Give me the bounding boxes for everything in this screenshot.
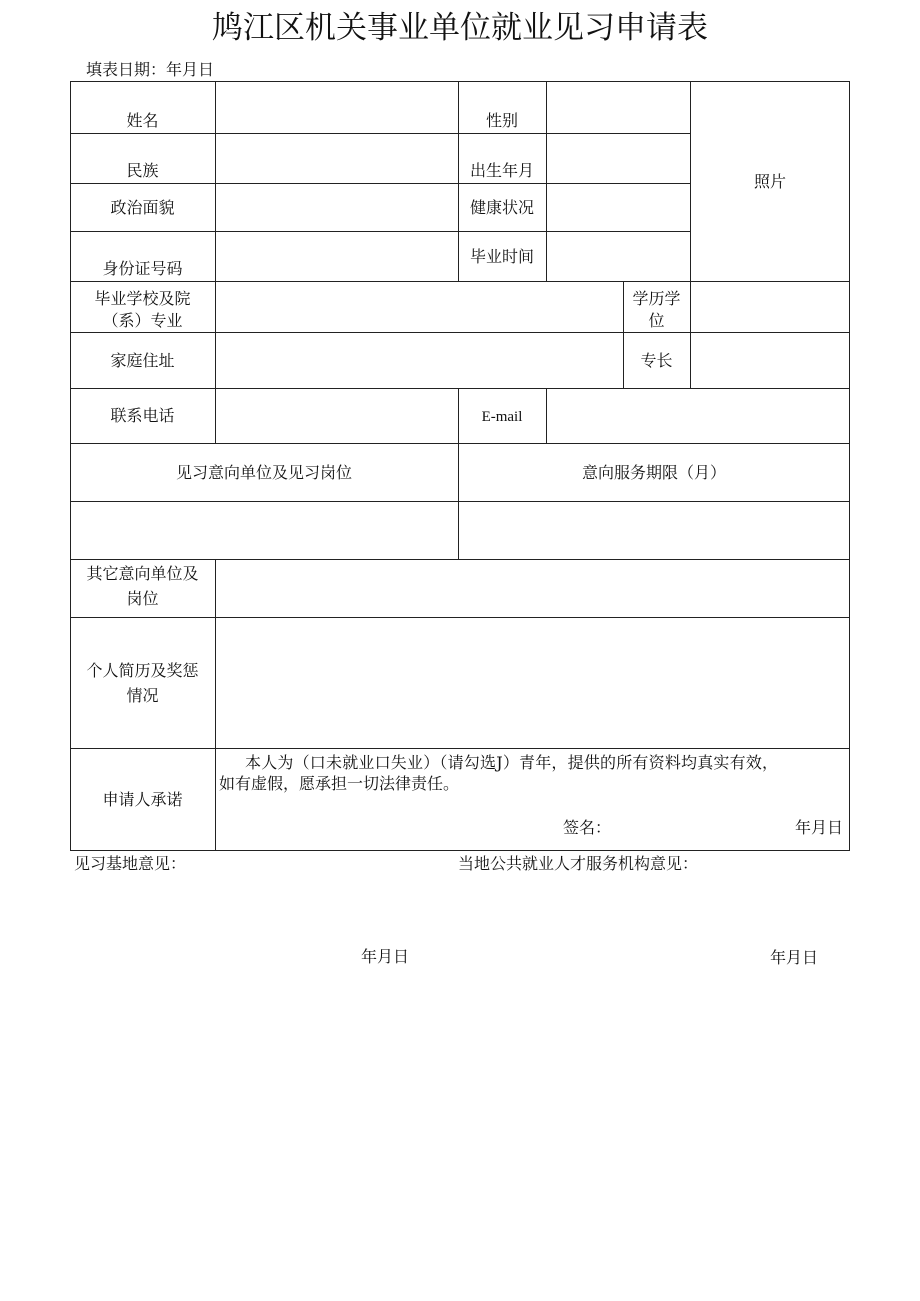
grad-time-field[interactable] — [547, 232, 690, 281]
pledge-text-line2: 如有虚假，愿承担一切法律责任。 — [219, 774, 460, 793]
agency-opinion-field[interactable] — [458, 878, 848, 943]
base-date: 年月日 — [361, 947, 410, 966]
label-health: 健康状况 — [469, 198, 534, 217]
label-id-number: 身份证号码 — [102, 259, 183, 278]
intern-unit-field[interactable] — [71, 502, 458, 559]
label-gender: 性别 — [485, 111, 518, 130]
label-degree-line1: 学历学 — [632, 289, 681, 308]
school-field[interactable] — [216, 282, 623, 332]
email-field[interactable] — [547, 389, 849, 443]
gender-field[interactable] — [547, 82, 690, 133]
label-other-unit-line2: 岗位 — [126, 589, 159, 608]
id-number-field[interactable] — [216, 232, 458, 281]
label-name: 姓名 — [126, 111, 159, 130]
photo-field[interactable] — [691, 82, 849, 281]
pledge-text-line1: 本人为（口未就业口失业）（请勾选J）青年，提供的所有资料均真实有效， — [245, 753, 779, 772]
row-line — [70, 748, 850, 749]
phone-field[interactable] — [216, 389, 458, 443]
label-ethnicity: 民族 — [126, 161, 159, 180]
label-address: 家庭住址 — [110, 351, 175, 370]
name-field[interactable] — [216, 82, 458, 133]
label-political: 政治面貌 — [110, 198, 175, 217]
label-degree — [623, 288, 690, 332]
label-email: E-mail — [481, 409, 523, 425]
resume-field[interactable] — [216, 618, 849, 748]
address-field[interactable] — [216, 333, 623, 388]
label-other-unit — [70, 563, 215, 610]
label-school-line2: （系）专业 — [102, 311, 183, 330]
label-school — [70, 288, 215, 332]
fill-date: 填表日期：年月日 — [86, 60, 215, 79]
agency-date: 年月日 — [770, 948, 819, 967]
label-grad-time: 毕业时间 — [469, 247, 534, 266]
label-service-period: 意向服务期限（月） — [581, 463, 726, 482]
label-pledge: 申请人承诺 — [102, 790, 183, 809]
label-phone: 联系电话 — [110, 406, 175, 425]
health-field[interactable] — [547, 184, 690, 231]
label-photo: 照片 — [753, 172, 786, 191]
birth-field[interactable] — [547, 134, 690, 183]
label-school-line1: 毕业学校及院 — [94, 289, 191, 308]
ethnicity-field[interactable] — [216, 134, 458, 183]
degree-field[interactable] — [691, 282, 849, 332]
label-resume — [70, 660, 215, 707]
specialty-field[interactable] — [691, 333, 849, 388]
label-specialty: 专长 — [640, 351, 673, 370]
label-intern-unit: 见习意向单位及见习岗位 — [175, 463, 352, 482]
political-field[interactable] — [216, 184, 458, 231]
agency-opinion-label: 当地公共就业人才服务机构意见： — [458, 854, 699, 873]
page-title: 鸠江区机关事业单位就业见习申请表 — [212, 10, 708, 46]
service-period-field[interactable] — [459, 502, 849, 559]
row-line — [70, 443, 850, 444]
sign-label: 签名： — [563, 818, 612, 837]
label-resume-line1: 个人简历及奖惩 — [86, 661, 199, 680]
label-birth: 出生年月 — [469, 161, 534, 180]
signature-field[interactable] — [612, 815, 782, 841]
base-opinion-field[interactable] — [74, 878, 444, 943]
other-unit-field[interactable] — [216, 560, 849, 617]
label-degree-line2: 位 — [648, 311, 665, 330]
label-other-unit-line1: 其它意向单位及 — [86, 564, 199, 583]
sign-date: 年月日 — [795, 818, 844, 837]
base-opinion-label: 见习基地意见： — [74, 854, 187, 873]
label-resume-line2: 情况 — [126, 686, 159, 705]
